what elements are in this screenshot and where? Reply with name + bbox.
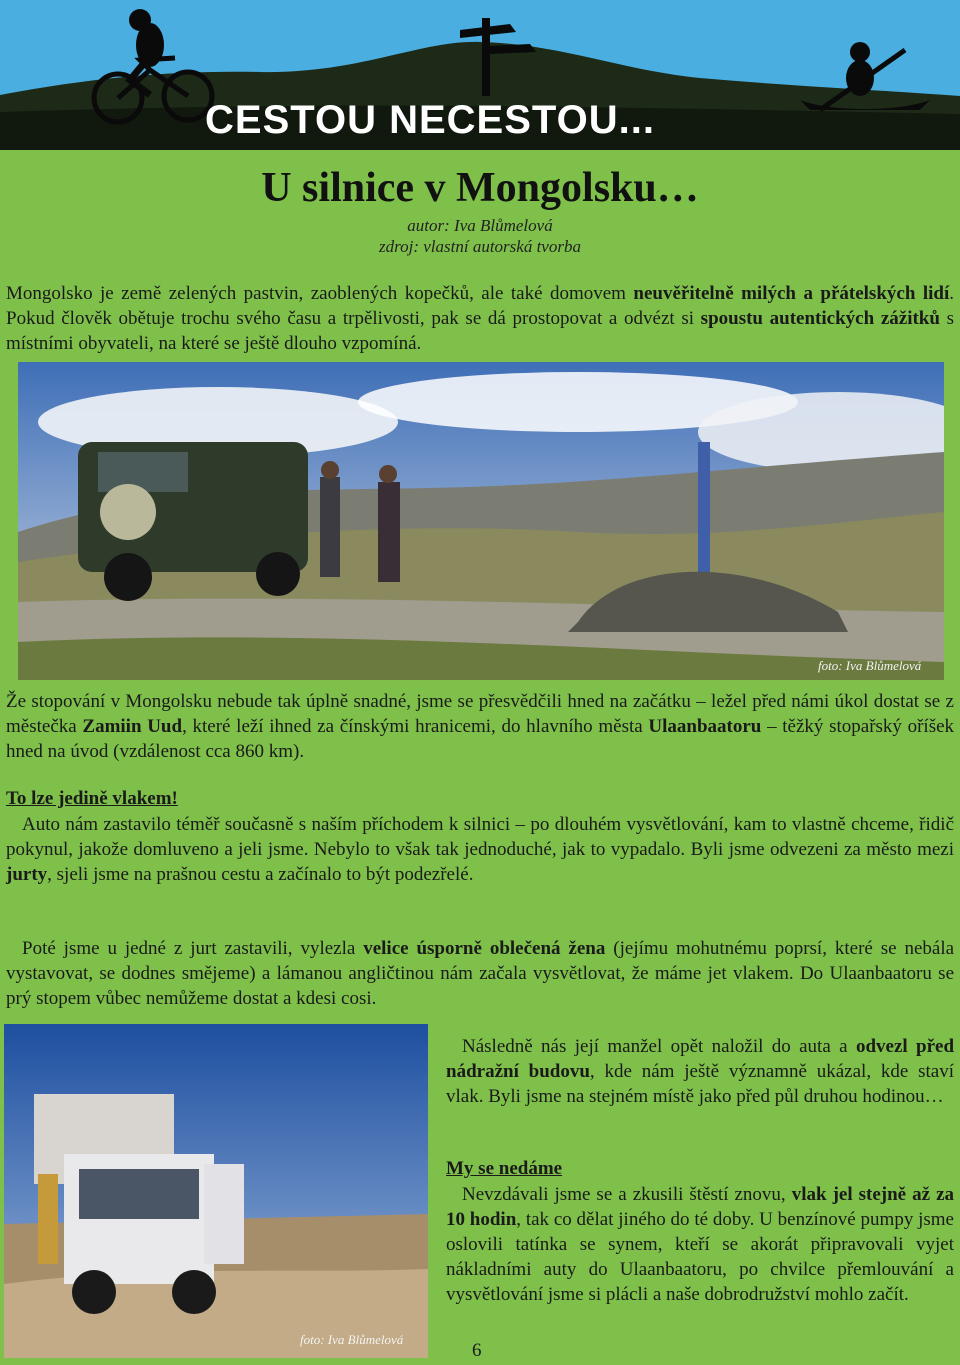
photo-truck bbox=[4, 1024, 428, 1358]
paragraph-4: Poté jsme u jedné z jurt zastavili, vylezla velice úsporně oblečená žena (jejímu mohutnému poprsí, které se nebála vystavovat, se dodnes smějeme) a lámanou angličtinou nám začala vysvětlovat, že máme jet vlakem. Do Ulaanbaatoru se prý stopem vůbec nemůžeme dostat a kdesi cosi. bbox=[6, 938, 955, 1009]
article-title: U silnice v Mongolsku… bbox=[261, 165, 699, 211]
paragraph-2: Že stopování v Mongolsku nebude tak úplně snadné, jsme se přesvědčili hned na začátku – ležel před námi úkol dostat se z městečka Zamiin Uud, které leží ihned za čínskými hranicemi, do hlavního města Ulaanbaatoru – těžký stopařský oříšek hned na úvod (vzdálenost cca 860 km). bbox=[6, 691, 955, 762]
paragraph-5: Následně nás její manžel opět naložil do auta a odvezl před nádražní budovu, kde nám ještě významně ukázal, kde staví vlak. Byli jsme na stejném místě jako před půl druhou hodinou… bbox=[446, 1036, 955, 1107]
article-author: autor: Iva Blůmelová bbox=[407, 216, 553, 235]
section-heading-1: To lze jedině vlakem! bbox=[6, 788, 178, 809]
photo-jeep-roadside bbox=[18, 362, 944, 680]
section-heading-2: My se nedáme bbox=[446, 1158, 563, 1179]
photo2-caption: foto: Iva Blůmelová bbox=[300, 1332, 404, 1347]
photo1-caption: foto: Iva Blůmelová bbox=[818, 658, 922, 673]
header-banner bbox=[0, 0, 960, 150]
banner-title: CESTOU NECESTOU... bbox=[205, 98, 655, 142]
paragraph-3: Auto nám zastavilo téměř současně s naším příchodem k silnici – po dlouhém vysvětlování, kam to vlastně chceme, řidič pokynul, jakože domluveno a jeli jsme. Nebylo to však tak jednoduché, jak to vypadalo. Byli jsme odvezeni za město mezi jurty, sjeli jsme na prašnou cestu a začínalo to být podezřelé. bbox=[6, 814, 954, 885]
paragraph-6: Nevzdávali jsme se a zkusili štěstí znovu, vlak jel stejně až za 10 hodin, tak co dělat jiného do té doby. U benzínové pumpy jsme oslovili tatínka se synem, kteří se akorát připravovali vyjet nákladními auty do Ulaanbaatoru, po chvilce přemlouvání a vysvětlování jsme si plácli a naše dobrodružství mohlo začít. bbox=[446, 1184, 955, 1305]
article-source: zdroj: vlastní autorská tvorba bbox=[379, 237, 581, 256]
intro-paragraph: Mongolsko je země zelených pastvin, zaoblených kopečků, ale také domovem neuvěřitelně milých a přátelských lidí. Pokud člověk obětuje trochu svého času a trpělivosti, pak se dá prostopovat a odvézt si spoustu autentických zážitků s místními obyvateli, na které se ještě dlouho vzpomíná. bbox=[6, 283, 955, 354]
page-number: 6 bbox=[472, 1340, 482, 1361]
